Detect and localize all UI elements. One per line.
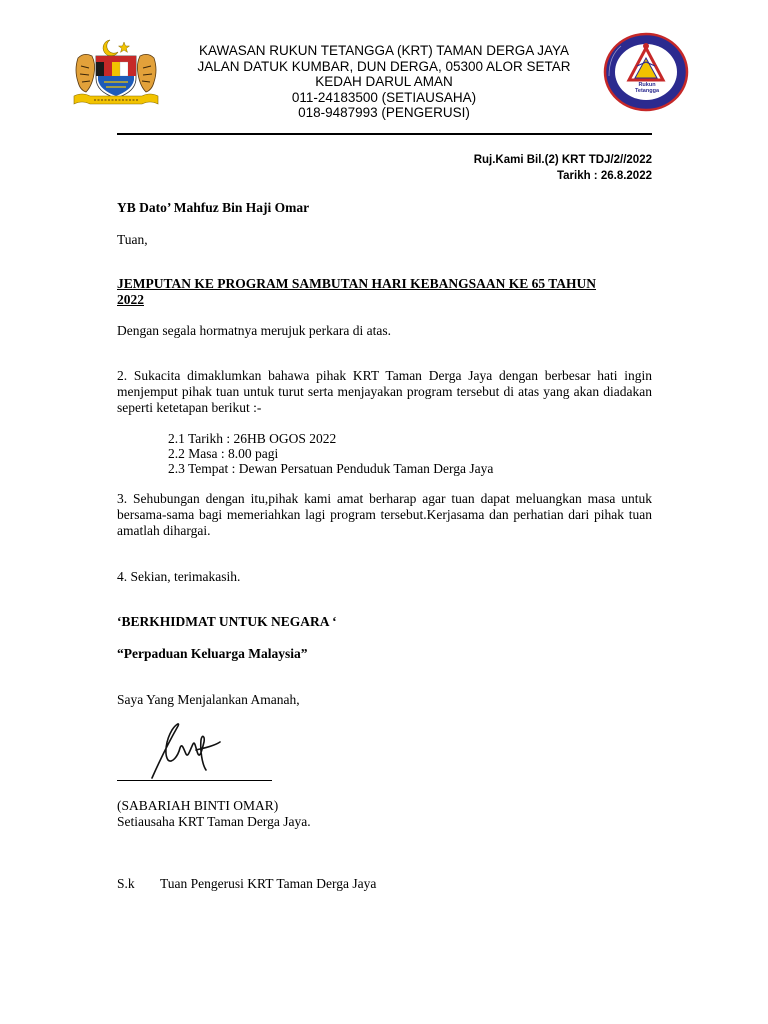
detail-time: 2.2 Masa : 8.00 pagi	[168, 446, 279, 461]
subject-heading-line-1: JEMPUTAN KE PROGRAM SAMBUTAN HARI KEBANGSAAN KE 65 TAHUN	[117, 276, 597, 291]
letterhead-line-3: KEDAH DARUL AMAN	[315, 74, 453, 89]
cc-recipient: Tuan Pengerusi KRT Taman Derga Jaya	[160, 876, 377, 891]
detail-venue: 2.3 Tempat : Dewan Persatuan Penduduk Taman Derga Jaya	[168, 461, 494, 476]
handwritten-signature-icon	[138, 720, 228, 784]
detail-date: 2.1 Tarikh : 26HB OGOS 2022	[168, 431, 337, 446]
salutation: Tuan,	[117, 232, 148, 247]
signer-title: Setiausaha KRT Taman Derga Jaya.	[117, 814, 311, 829]
subject-heading-line-2: 2022	[117, 292, 144, 307]
closing-phrase: Saya Yang Menjalankan Amanah,	[117, 692, 300, 707]
rukun-tetangga-logo-icon	[603, 32, 689, 112]
motto-family-unity: “Perpaduan Keluarga Malaysia”	[117, 646, 308, 661]
opening-paragraph: Dengan segala hormatnya merujuk perkara di atas.	[117, 323, 392, 338]
reference-number: Ruj.Kami Bil.(2) KRT TDJ/2//2022	[473, 154, 652, 166]
recipient-name: YB Dato’ Mahfuz Bin Haji Omar	[117, 200, 310, 215]
motto-serve-nation: ‘BERKHIDMAT UNTUK NEGARA ‘	[117, 614, 337, 629]
signer-name: (SABARIAH BINTI OMAR)	[117, 798, 279, 813]
letterhead-line-4: 011-24183500 (SETIAUSAHA)	[291, 90, 477, 105]
paragraph-3: 3. Sehubungan dengan itu,pihak kami amat berharap agar tuan dapat meluangkan masa untuk bersama-sama bagi memeriahkan lagi program tersebut.Kerjasama dan perhatian dari pihak tuan amatlah dihargai.	[117, 491, 652, 538]
letterhead-line-2: JALAN DATUK KUMBAR, DUN DERGA, 05300 ALOR SETAR	[197, 59, 571, 74]
paragraph-4: 4. Sekian, terimakasih.	[117, 569, 241, 584]
letterhead-line-5: 018-9487993 (PENGERUSI)	[298, 105, 470, 120]
letterhead-line-1: KAWASAN RUKUN TETANGGA (KRT) TAMAN DERGA JAYA	[198, 43, 570, 58]
letterhead-divider	[117, 133, 652, 135]
letter-date: Tarikh : 26.8.2022	[556, 170, 652, 182]
malaysia-coat-of-arms-icon	[70, 36, 162, 110]
paragraph-2: 2. Sukacita dimaklumkan bahawa pihak KRT Taman Derga Jaya dengan berbesar hati ingin menjemput pihak tuan untuk turut serta menjayakan program tersebut di atas yang akan diadakan seperti ketetapan berikut :-	[117, 368, 652, 415]
signature-line	[117, 780, 272, 781]
cc-label: S.k	[117, 876, 135, 891]
rukun-tetangga-logo-text: Rukun Tetangga	[634, 82, 660, 94]
